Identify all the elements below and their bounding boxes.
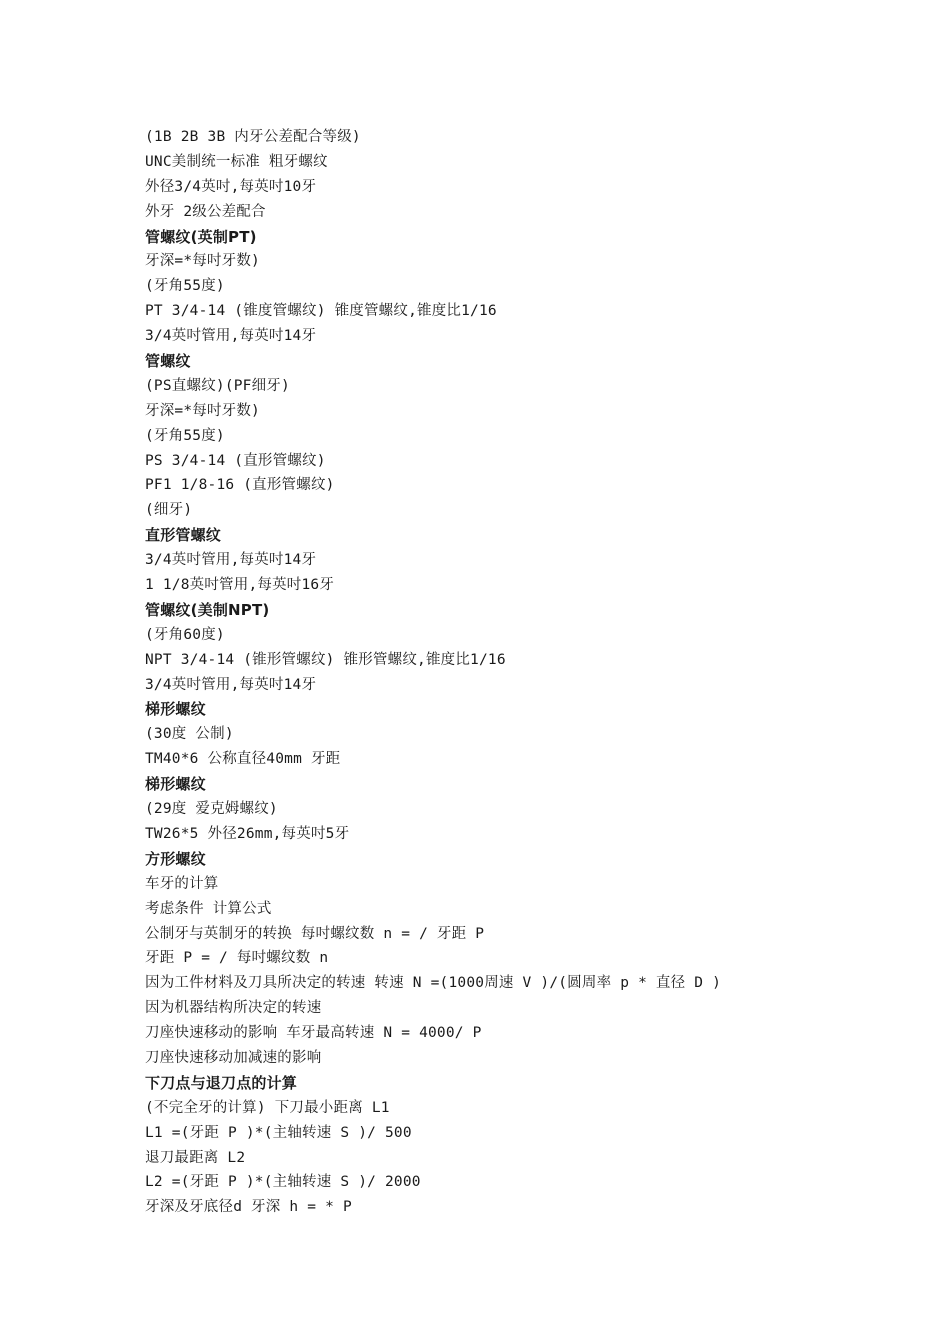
text-line: 牙深及牙底径d 牙深 h = * P (145, 1199, 352, 1216)
text-line: 退刀最距离 L2 (145, 1149, 246, 1166)
section-heading: 管螺纹(美制NPT) (145, 600, 270, 619)
text-line: 3/4英吋管用,每英吋14牙 (145, 328, 317, 345)
text-line: 公制牙与英制牙的转换 每吋螺纹数 n = / 牙距 P (145, 925, 485, 942)
section-heading: 梯形螺纹 (145, 775, 206, 794)
text-line: 牙深=*每吋牙数) (145, 253, 260, 270)
text-line: TM40*6 公称直径40mm 牙距 (145, 751, 341, 768)
text-line: 外牙 2级公差配合 (145, 203, 266, 220)
text-line: 牙深=*每吋牙数) (145, 402, 260, 419)
text-line: (1B 2B 3B 内牙公差配合等级) (145, 129, 361, 145)
text-line: L1 =(牙距 P )*(主轴转速 S )/ 500 (145, 1124, 412, 1141)
text-line: L2 =(牙距 P )*(主轴转速 S )/ 2000 (145, 1174, 421, 1191)
text-line: (不完全牙的计算) 下刀最小距离 L1 (145, 1099, 390, 1116)
text-line: (细牙) (145, 502, 193, 519)
text-line: 车牙的计算 (145, 875, 219, 892)
text-line: (牙角55度) (145, 427, 225, 444)
text-line: (29度 爱克姆螺纹) (145, 801, 278, 818)
text-line: 因为机器结构所决定的转速 (145, 1000, 322, 1017)
text-line: NPT 3/4-14 (锥形管螺纹) 锥形管螺纹,锥度比1/16 (145, 651, 506, 668)
section-heading: 管螺纹(英制PT) (145, 227, 257, 246)
text-line: 因为工件材料及刀具所决定的转速 转速 N =(1000周速 V )/(圆周率 p * 直径 D ) (145, 975, 722, 992)
text-line: 3/4英吋管用,每英吋14牙 (145, 676, 317, 693)
text-line: TW26*5 外径26mm,每英吋5牙 (145, 825, 350, 842)
text-line: PF1 1/8-16 (直形管螺纹) (145, 477, 335, 494)
document-body (145, 125, 925, 1220)
text-line: UNC美制统一标准 粗牙螺纹 (145, 153, 328, 170)
text-line: (PS直螺纹)(PF细牙) (145, 377, 290, 394)
section-heading: 下刀点与退刀点的计算 (145, 1073, 298, 1092)
section-heading: 梯形螺纹 (145, 700, 206, 719)
text-line: 外径3/4英吋,每英吋10牙 (145, 178, 317, 195)
text-line: 3/4英吋管用,每英吋14牙 (145, 552, 317, 569)
section-heading: 管螺纹 (145, 352, 191, 371)
text-line: (牙角60度) (145, 626, 225, 643)
section-heading: 方形螺纹 (145, 849, 206, 868)
text-line: 考虑条件 计算公式 (145, 900, 272, 917)
text-line: 刀座快速移动加减速的影响 (145, 1049, 322, 1066)
section-heading: 直形管螺纹 (145, 526, 222, 545)
text-line: PT 3/4-14 (锥度管螺纹) 锥度管螺纹,锥度比1/16 (145, 303, 497, 320)
text-line: (30度 公制) (145, 726, 234, 743)
text-line: 牙距 P = / 每吋螺纹数 n (145, 950, 329, 967)
text-line: 1 1/8英吋管用,每英吋16牙 (145, 577, 335, 594)
text-line: 刀座快速移动的影响 车牙最高转速 N = 4000/ P (145, 1025, 482, 1042)
text-line: PS 3/4-14 (直形管螺纹) (145, 452, 326, 469)
text-line: (牙角55度) (145, 278, 225, 295)
